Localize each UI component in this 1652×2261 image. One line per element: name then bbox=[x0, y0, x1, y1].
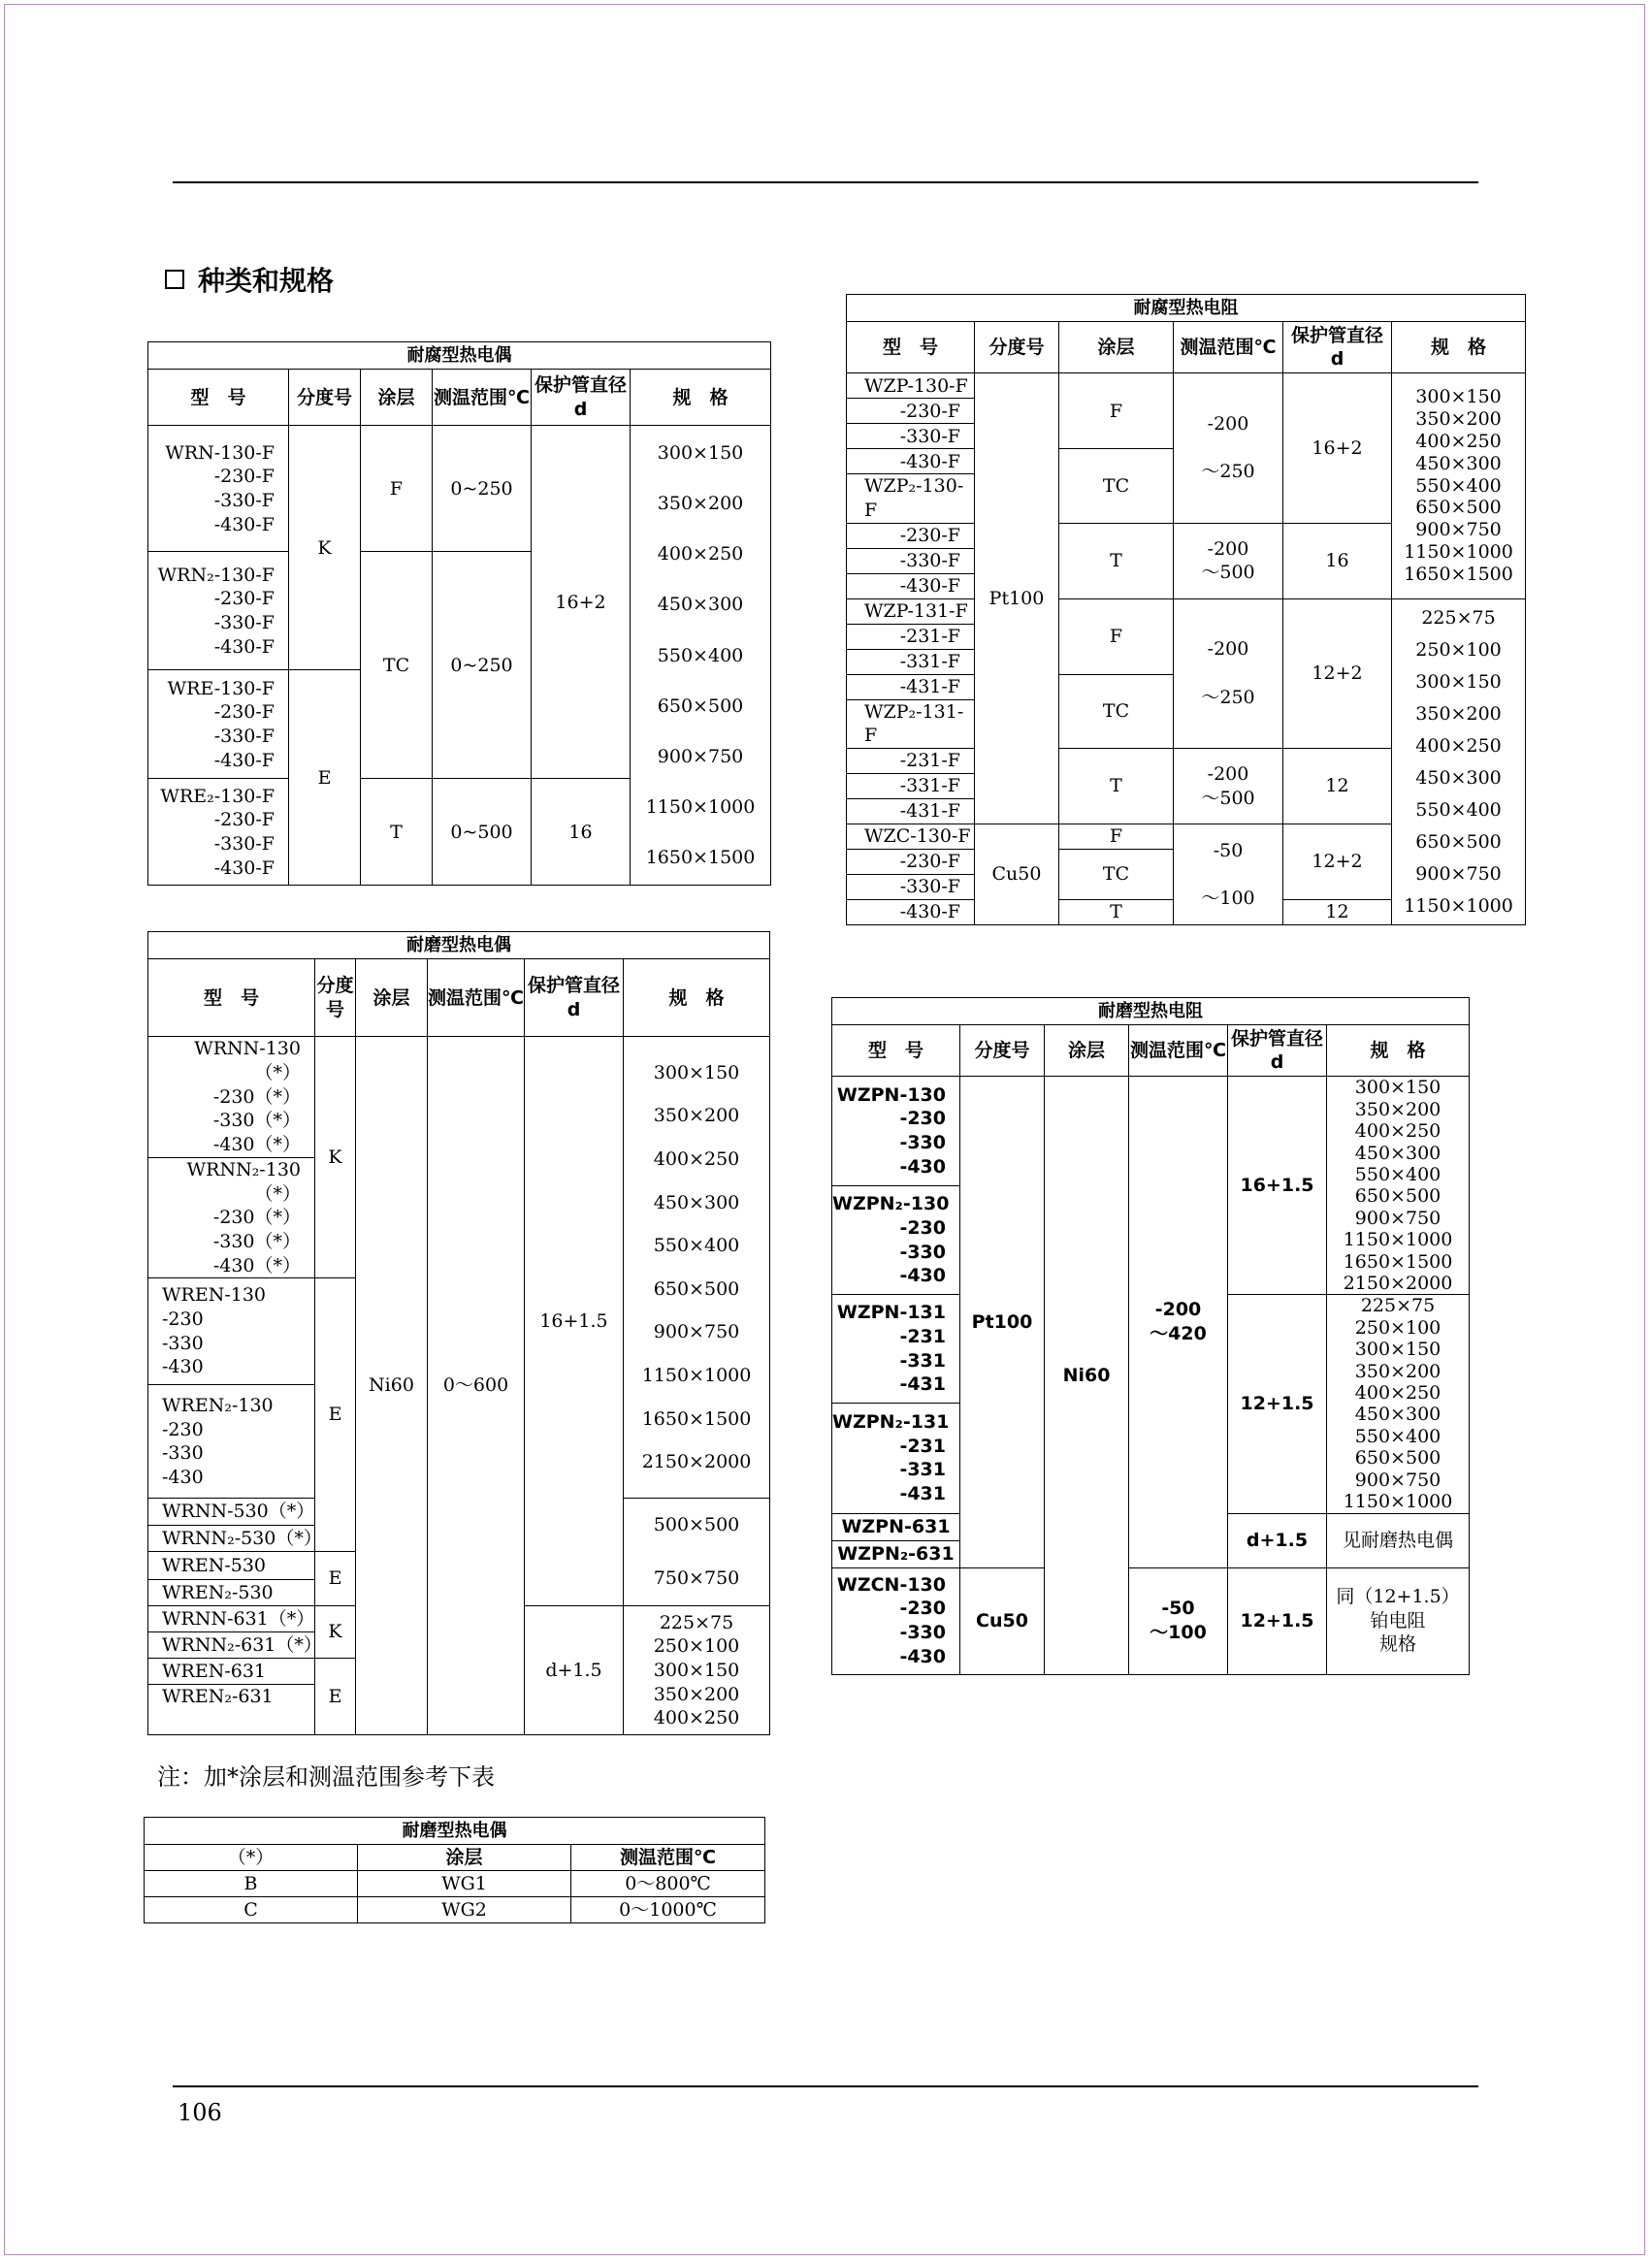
col-header-spec: 规 格 bbox=[624, 959, 770, 1037]
bottom-rule bbox=[173, 2085, 1478, 2087]
model-cell: -331-F bbox=[847, 649, 975, 674]
coating-cell: T bbox=[1059, 749, 1174, 824]
spec-list bbox=[1392, 601, 1525, 921]
table-cell: C bbox=[145, 1897, 358, 1923]
col-header-grade: 分度号 bbox=[975, 322, 1059, 373]
table-corrosion-rtd bbox=[846, 294, 1526, 925]
col-header-pipe: 保护管直径 d bbox=[532, 370, 631, 426]
col-header-model: 型 号 bbox=[148, 959, 315, 1037]
spec-item: 550×400 bbox=[653, 1235, 740, 1257]
spec-item: 400×250 bbox=[653, 1147, 740, 1170]
range-cell: -50 ～100 bbox=[1129, 1567, 1228, 1674]
spec-list bbox=[631, 428, 770, 884]
coating-cell: TC bbox=[1059, 674, 1174, 748]
model-cell: WZP-131-F bbox=[847, 598, 975, 624]
pipe-cell: 12+1.5 bbox=[1228, 1295, 1327, 1513]
pipe-cell: 12+2 bbox=[1283, 824, 1392, 900]
spec-item: 500×500 bbox=[653, 1514, 740, 1536]
spec-item: 1150×1000 bbox=[641, 1364, 752, 1386]
pipe-cell: 12+2 bbox=[1283, 598, 1392, 748]
table-coating-reference bbox=[144, 1817, 765, 1923]
spec-list bbox=[624, 1051, 769, 1484]
table-cell: 0～800℃ bbox=[571, 1871, 765, 1897]
spec-item: 1650×1500 bbox=[645, 847, 756, 869]
model-cell: WREN₂-130 -230 -330 -430 bbox=[148, 1385, 315, 1499]
spec-cell: 225×75 250×100 300×150 350×200 400×250 450×300 550×400 650×500 900×750 1150×1000 bbox=[1327, 1295, 1470, 1513]
spec-cell bbox=[1392, 598, 1526, 924]
model-cell: WREN-530 bbox=[148, 1552, 315, 1580]
coating-cell: T bbox=[1059, 900, 1174, 925]
range-cell: -200 ～250 bbox=[1174, 373, 1283, 523]
coating-cell: TC bbox=[1059, 850, 1174, 900]
model-cell: WZPN₂-631 bbox=[832, 1540, 960, 1567]
coating-cell: T bbox=[1059, 523, 1174, 598]
spec-item: 550×400 bbox=[1415, 798, 1502, 821]
coating-cell: F bbox=[1059, 373, 1174, 449]
spec-item: 550×400 bbox=[657, 644, 744, 666]
col-header-pipe: 保护管直径 d bbox=[1283, 322, 1392, 373]
model-cell: WRE-130-F -230-F -330-F -430-F bbox=[148, 670, 289, 779]
spec-item: 400×250 bbox=[1415, 734, 1502, 757]
model-cell: WZC-130-F bbox=[847, 824, 975, 850]
model-cell: WRNN-631（*） bbox=[148, 1606, 315, 1632]
pipe-cell: 16+1.5 bbox=[525, 1037, 624, 1606]
table-wear-thermocouple bbox=[147, 931, 770, 1735]
pipe-cell: 12 bbox=[1283, 749, 1392, 824]
spec-list bbox=[624, 1499, 769, 1605]
col-header-range: 测温范围℃ bbox=[571, 1845, 765, 1871]
page-number: 106 bbox=[178, 2099, 222, 2126]
spec-cell: 见耐磨热电偶 bbox=[1327, 1513, 1470, 1567]
model-cell: -230-F bbox=[847, 399, 975, 424]
col-header-range: 测温范围℃ bbox=[433, 370, 532, 426]
spec-item: 300×150 bbox=[1415, 670, 1502, 693]
model-cell: WRN₂-130-F -230-F -330-F -430-F bbox=[148, 552, 289, 670]
model-cell: WZPN-631 bbox=[832, 1513, 960, 1540]
table-cell: WG2 bbox=[358, 1897, 571, 1923]
model-cell: -430-F bbox=[847, 573, 975, 598]
table-caption: 耐磨型热电阻 bbox=[832, 998, 1470, 1025]
pipe-cell: d+1.5 bbox=[525, 1606, 624, 1735]
col-header-coating: 涂层 bbox=[356, 959, 428, 1037]
col-header-range: 测温范围℃ bbox=[1174, 322, 1283, 373]
model-cell: -330-F bbox=[847, 875, 975, 900]
spec-item: 900×750 bbox=[1415, 862, 1502, 885]
range-cell: -200 ～250 bbox=[1174, 598, 1283, 748]
model-cell: WRNN₂-530（*） bbox=[148, 1526, 315, 1552]
section-title: 种类和规格 bbox=[198, 265, 335, 297]
table-caption: 耐磨型热电偶 bbox=[145, 1818, 765, 1845]
model-cell: WZP-130-F bbox=[847, 373, 975, 399]
col-header-model: 型 号 bbox=[847, 322, 975, 373]
model-cell: WZPN₂-131 -231 -331 -431 bbox=[832, 1403, 960, 1513]
table-caption: 耐腐型热电阻 bbox=[847, 295, 1526, 322]
table-caption: 耐腐型热电偶 bbox=[148, 342, 771, 370]
range-cell: 0~250 bbox=[433, 552, 532, 779]
grade-cell: Pt100 bbox=[960, 1077, 1045, 1567]
col-header-star: （*） bbox=[145, 1845, 358, 1871]
model-cell: WREN₂-530 bbox=[148, 1580, 315, 1606]
table-wear-rtd bbox=[831, 997, 1470, 1675]
model-cell: WRNN-130（*） -230（*） -330（*） -430（*） bbox=[148, 1037, 315, 1157]
model-cell: -430-F bbox=[847, 449, 975, 474]
range-cell: 0～600 bbox=[428, 1037, 525, 1735]
spec-item: 350×200 bbox=[1415, 702, 1502, 725]
table-cell: 0～1000℃ bbox=[571, 1897, 765, 1923]
range-cell: -200 ～500 bbox=[1174, 749, 1283, 824]
col-header-pipe: 保护管直径 d bbox=[1228, 1025, 1327, 1077]
spec-cell: 300×150 350×200 400×250 450×300 550×400 650×500 900×750 1150×1000 1650×1500 2150×2000 bbox=[1327, 1077, 1470, 1295]
model-cell: -231-F bbox=[847, 624, 975, 649]
pipe-cell: 12+1.5 bbox=[1228, 1567, 1327, 1674]
range-cell: 0~250 bbox=[433, 426, 532, 552]
spec-item: 900×750 bbox=[653, 1321, 740, 1343]
range-cell: 0~500 bbox=[433, 779, 532, 886]
spec-item: 650×500 bbox=[653, 1277, 740, 1300]
spec-item: 650×500 bbox=[1415, 830, 1502, 853]
grade-cell: E bbox=[315, 1278, 356, 1552]
range-cell: -50 ～100 bbox=[1174, 824, 1283, 925]
model-cell: WZP₂-130-F bbox=[847, 474, 975, 523]
pipe-cell: 16 bbox=[532, 779, 631, 886]
spec-item: 450×300 bbox=[657, 594, 744, 616]
pipe-cell: 16+1.5 bbox=[1228, 1077, 1327, 1295]
model-cell: WZPN-131 -231 -331 -431 bbox=[832, 1295, 960, 1404]
col-header-spec: 规 格 bbox=[631, 370, 771, 426]
model-cell: -230-F bbox=[847, 523, 975, 548]
table-cell: B bbox=[145, 1871, 358, 1897]
pipe-cell: 16+2 bbox=[1283, 373, 1392, 523]
checkbox-icon bbox=[165, 270, 184, 289]
model-cell: WRNN₂-130（*） -230（*） -330（*） -430（*） bbox=[148, 1157, 315, 1277]
spec-cell bbox=[631, 426, 771, 886]
col-header-range: 测温范围℃ bbox=[428, 959, 525, 1037]
model-cell: -331-F bbox=[847, 774, 975, 799]
model-cell: WZP₂-131-F bbox=[847, 699, 975, 748]
col-header-range: 测温范围℃ bbox=[1129, 1025, 1228, 1077]
grade-cell: Cu50 bbox=[960, 1567, 1045, 1674]
model-cell: WRNN₂-631（*） bbox=[148, 1632, 315, 1659]
col-header-spec: 规 格 bbox=[1392, 322, 1526, 373]
col-header-grade: 分度号 bbox=[289, 370, 361, 426]
spec-item: 250×100 bbox=[1415, 638, 1502, 661]
spec-item: 2150×2000 bbox=[641, 1451, 752, 1473]
col-header-pipe: 保护管直径 d bbox=[525, 959, 624, 1037]
model-cell: -431-F bbox=[847, 799, 975, 824]
coating-cell: Ni60 bbox=[356, 1037, 428, 1735]
coating-cell: TC bbox=[361, 552, 433, 779]
spec-cell bbox=[624, 1499, 770, 1606]
model-cell: WRE₂-130-F -230-F -330-F -430-F bbox=[148, 779, 289, 886]
model-cell: WZPN-130 -230 -330 -430 bbox=[832, 1077, 960, 1186]
top-rule bbox=[173, 181, 1478, 183]
coating-cell: F bbox=[1059, 824, 1174, 850]
model-cell: WRN-130-F -230-F -330-F -430-F bbox=[148, 426, 289, 552]
spec-item: 225×75 bbox=[1421, 606, 1496, 629]
table-cell: WG1 bbox=[358, 1871, 571, 1897]
spec-cell bbox=[624, 1037, 770, 1499]
spec-item: 1150×1000 bbox=[1404, 894, 1513, 917]
spec-item: 1650×1500 bbox=[641, 1407, 752, 1430]
range-cell: -200 ～500 bbox=[1174, 523, 1283, 598]
grade-cell: K bbox=[289, 426, 361, 670]
coating-cell: TC bbox=[1059, 449, 1174, 523]
model-cell: -230-F bbox=[847, 850, 975, 875]
model-cell: -330-F bbox=[847, 424, 975, 449]
model-cell: WRNN-530（*） bbox=[148, 1499, 315, 1526]
pipe-cell: 16+2 bbox=[532, 426, 631, 779]
table-caption: 耐磨型热电偶 bbox=[148, 932, 770, 959]
spec-item: 350×200 bbox=[657, 492, 744, 514]
model-cell: -431-F bbox=[847, 674, 975, 699]
col-header-spec: 规 格 bbox=[1327, 1025, 1470, 1077]
model-cell: -330-F bbox=[847, 548, 975, 573]
col-header-model: 型 号 bbox=[832, 1025, 960, 1077]
table-corrosion-thermocouple bbox=[147, 341, 771, 886]
spec-item: 450×300 bbox=[1415, 766, 1502, 789]
col-header-coating: 涂层 bbox=[358, 1845, 571, 1871]
spec-item: 750×750 bbox=[653, 1567, 740, 1590]
section-heading bbox=[165, 260, 334, 299]
pipe-cell: d+1.5 bbox=[1228, 1513, 1327, 1567]
grade-cell: K bbox=[315, 1606, 356, 1659]
col-header-grade: 分度号 bbox=[960, 1025, 1045, 1077]
coating-cell: Ni60 bbox=[1045, 1077, 1129, 1674]
spec-item: 300×150 bbox=[657, 441, 744, 464]
coating-cell: T bbox=[361, 779, 433, 886]
model-cell: WREN-130 -230 -330 -430 bbox=[148, 1278, 315, 1385]
col-header-coating: 涂层 bbox=[1059, 322, 1174, 373]
grade-cell: E bbox=[315, 1552, 356, 1606]
spec-item: 1150×1000 bbox=[645, 796, 756, 819]
model-cell: -430-F bbox=[847, 900, 975, 925]
grade-cell: E bbox=[315, 1659, 356, 1735]
coating-cell: F bbox=[361, 426, 433, 552]
range-cell: -200 ～420 bbox=[1129, 1077, 1228, 1567]
pipe-cell: 12 bbox=[1283, 900, 1392, 925]
grade-cell: E bbox=[289, 670, 361, 886]
spec-item: 300×150 bbox=[653, 1061, 740, 1083]
spec-item: 900×750 bbox=[657, 745, 744, 767]
footnote: 注：加*涂层和测温范围参考下表 bbox=[157, 1763, 495, 1791]
grade-cell: Pt100 bbox=[975, 373, 1059, 824]
model-cell: WZCN-130 -230 -330 -430 bbox=[832, 1567, 960, 1674]
grade-cell: Cu50 bbox=[975, 824, 1059, 925]
spec-item: 650×500 bbox=[657, 694, 744, 717]
col-header-coating: 涂层 bbox=[361, 370, 433, 426]
model-cell: -231-F bbox=[847, 749, 975, 774]
pipe-cell: 16 bbox=[1283, 523, 1392, 598]
spec-item: 450×300 bbox=[653, 1191, 740, 1213]
spec-cell: 300×150 350×200 400×250 450×300 550×400 650×500 900×750 1150×1000 1650×1500 bbox=[1392, 373, 1526, 598]
spec-item: 400×250 bbox=[657, 543, 744, 565]
grade-cell: K bbox=[315, 1037, 356, 1278]
spec-cell: 225×75 250×100 300×150 350×200 400×250 bbox=[624, 1606, 770, 1735]
col-header-coating: 涂层 bbox=[1045, 1025, 1129, 1077]
col-header-grade: 分度号 bbox=[315, 959, 356, 1037]
spec-cell: 同（12+1.5） 铂电阻 规格 bbox=[1327, 1567, 1470, 1674]
spec-item: 350×200 bbox=[653, 1105, 740, 1127]
col-header-model: 型 号 bbox=[148, 370, 289, 426]
model-cell: WZPN₂-130 -230 -330 -430 bbox=[832, 1185, 960, 1295]
model-cell: WREN₂-631 bbox=[148, 1685, 315, 1735]
coating-cell: F bbox=[1059, 598, 1174, 674]
model-cell: WREN-631 bbox=[148, 1659, 315, 1685]
